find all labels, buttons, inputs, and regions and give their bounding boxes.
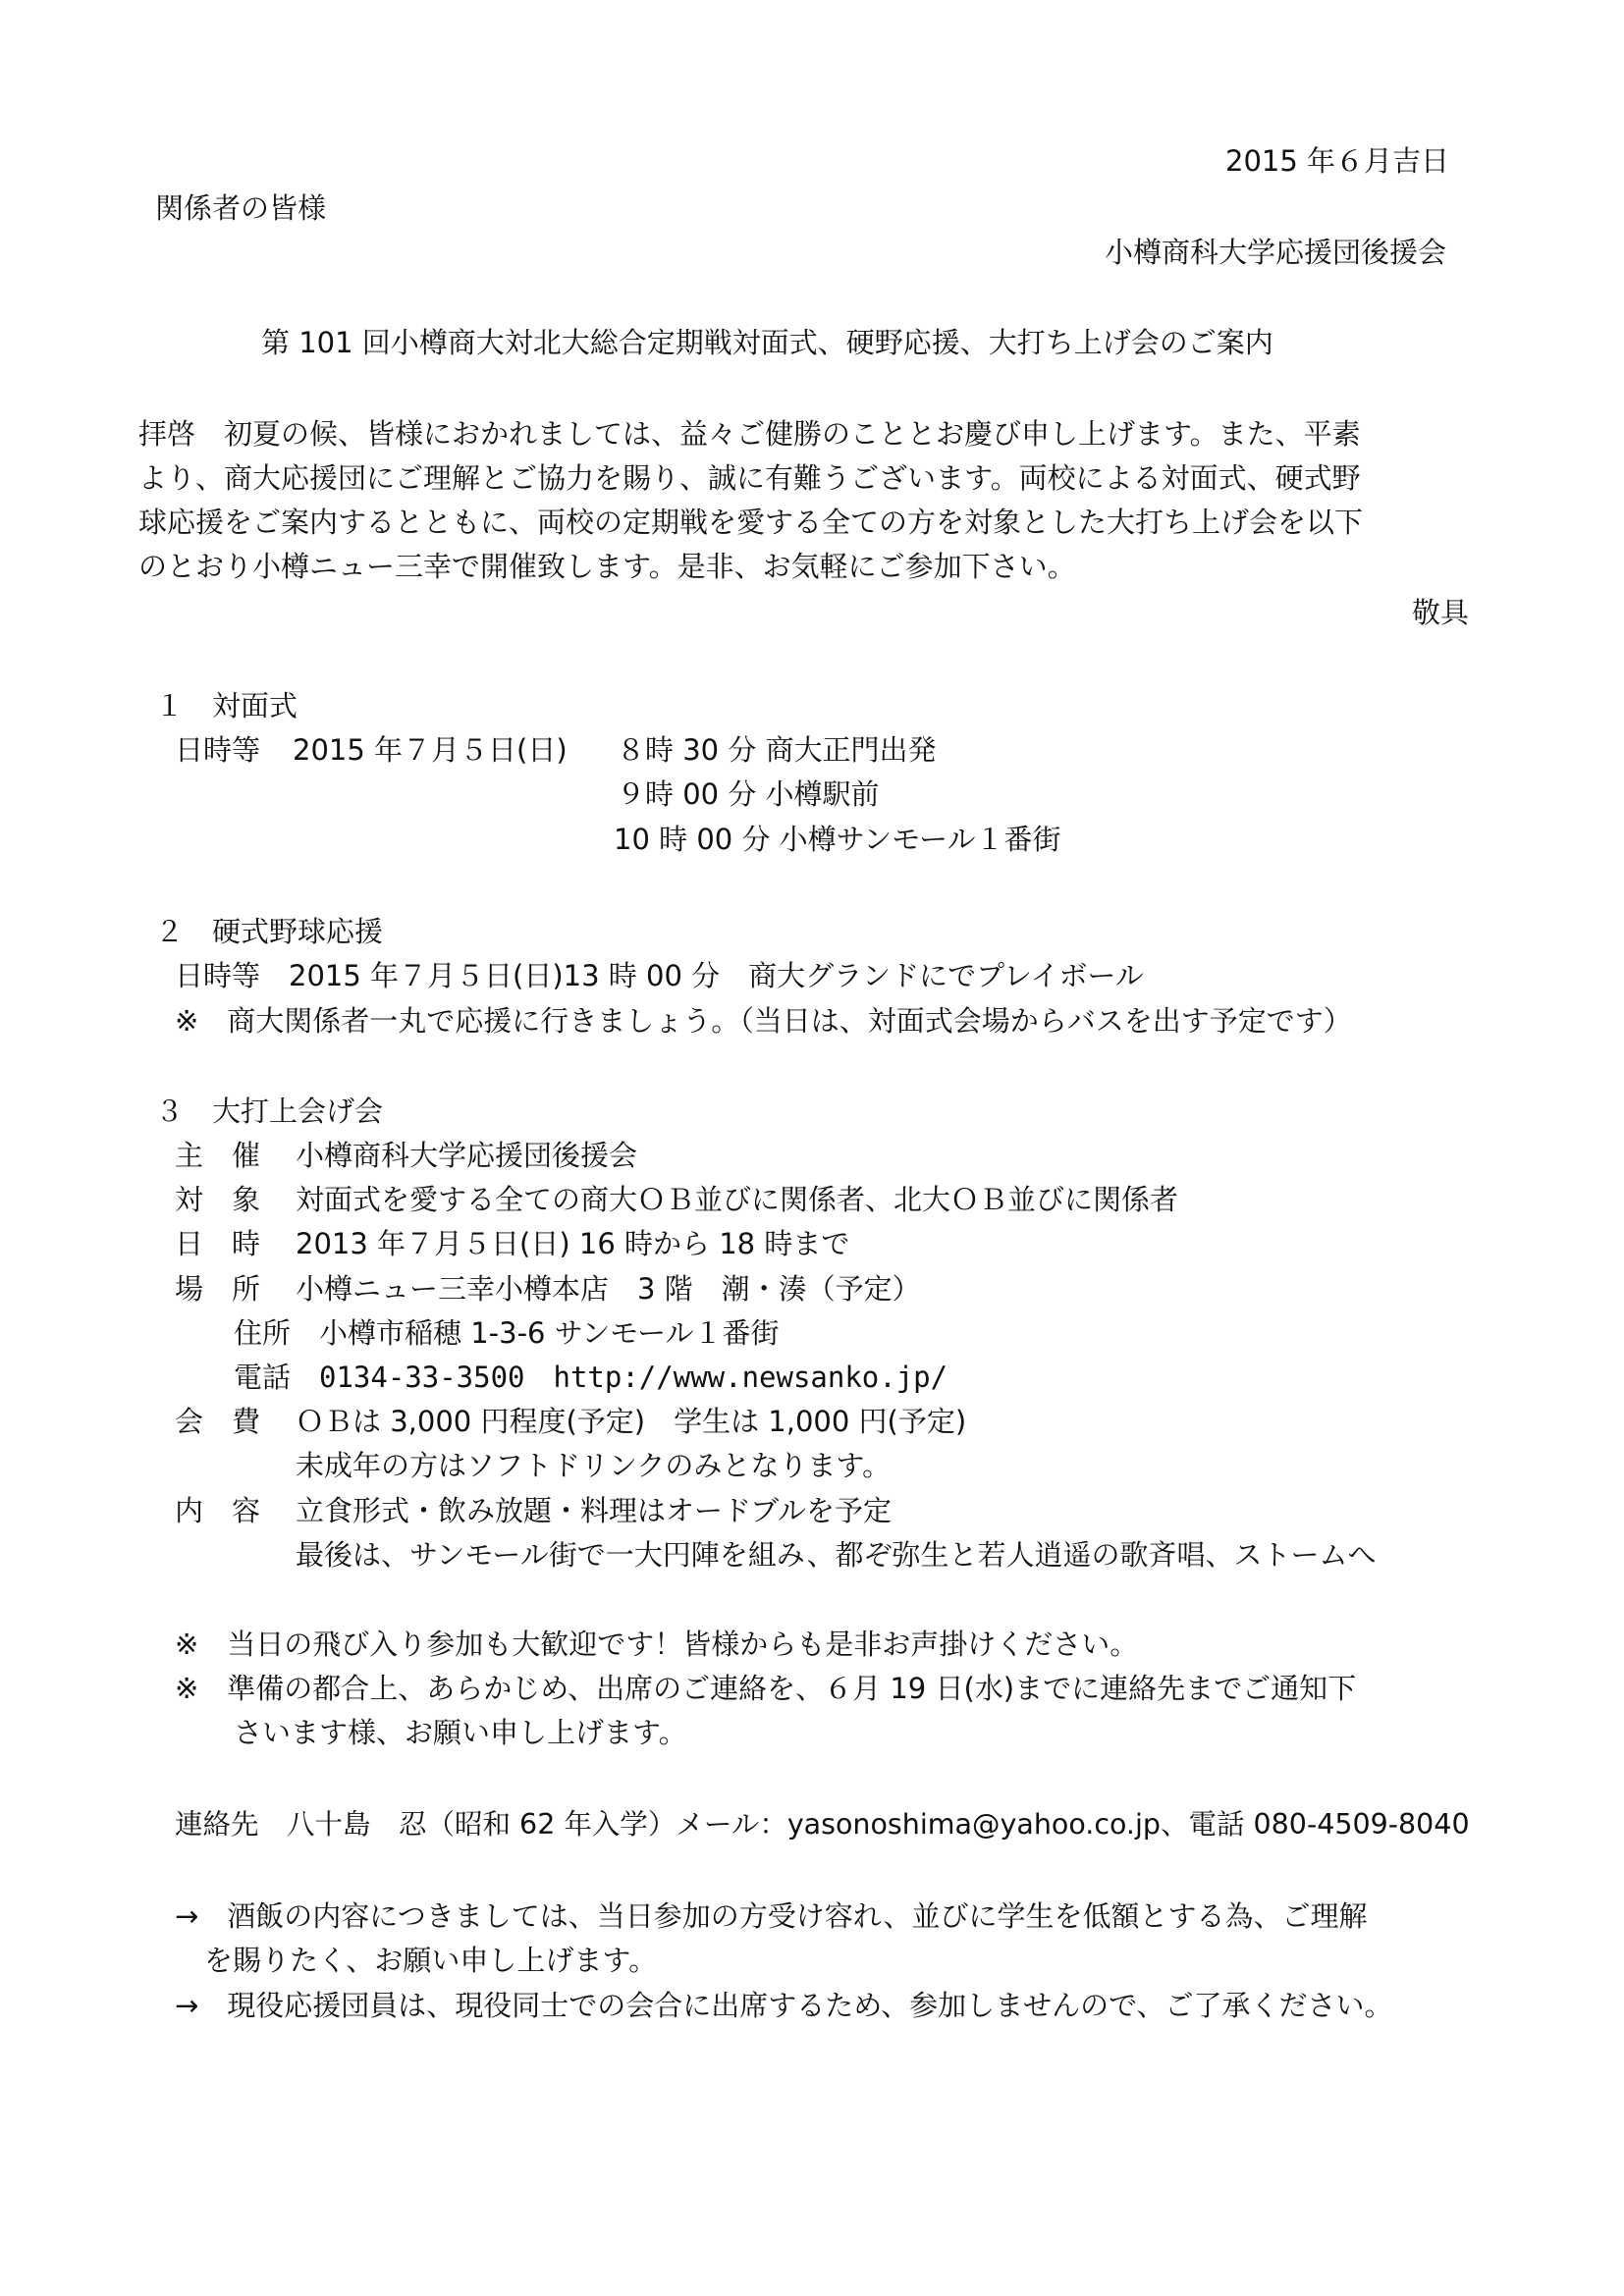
arrow-note-1-continued: を賜りたく、お願い申し上げます。 xyxy=(204,1944,658,1977)
host-value: 小樽商科大学応援団後援会 xyxy=(296,1139,638,1172)
greeting-line-4: のとおり小樽ニュー三幸で開催致します。是非、お気軽にご参加下さい。 xyxy=(138,550,1076,583)
target-value: 対面式を愛する全ての商大ＯＢ並びに関係者、北大ＯＢ並びに関係者 xyxy=(296,1183,1179,1216)
section1-label: 日時等 xyxy=(175,733,261,767)
fee-value: ＯＢは 3,000 円程度(予定) 学生は 1,000 円(予定) xyxy=(296,1405,967,1438)
section2-heading: ２ 硬式野球応援 xyxy=(155,915,384,948)
phone-line: 電話 0134-33-3500 http://www.newsanko.jp/ xyxy=(234,1361,948,1394)
contact-line: 連絡先 八十島 忍（昭和 62 年入学）メール：yasonoshima@yahoo.co.jp、電話 080-4509-8040 xyxy=(175,1808,1470,1841)
arrow-note-2: → 現役応援団員は、現役同士での会合に出席するため、参加しませんので、ご了承ください。 xyxy=(175,1989,1393,2022)
date-line: 2015 年６月吉日 xyxy=(1225,144,1450,178)
note-2: ※ 準備の都合上、あらかじめ、出席のご連絡を、６月 19 日(水)までに連絡先までご通知下 xyxy=(175,1672,1357,1705)
document-title: 第 101 回小樽商大対北大総合定期戦対面式、硬野応援、大打ち上げ会のご案内 xyxy=(261,326,1273,359)
section3-heading: ３ 大打上会げ会 xyxy=(155,1095,384,1128)
fee-note: 未成年の方はソフトドリンクのみとなります。 xyxy=(296,1449,892,1482)
content-value: 立食形式・飲み放題・料理はオードブルを予定 xyxy=(296,1494,892,1527)
section1-row-1: ８時 30 分 商大正門出発 xyxy=(617,733,937,767)
place-value: 小樽ニュー三幸小樽本店 3 階 潮・湊（予定） xyxy=(296,1272,921,1306)
section1-row-3: 10 時 00 分 小樽サンモール１番街 xyxy=(614,823,1061,856)
sender: 小樽商科大学応援団後援会 xyxy=(1105,236,1447,269)
section1-heading: １ 対面式 xyxy=(155,689,298,722)
host-label: 主 催 xyxy=(175,1139,261,1172)
address-line: 住所 小樽市稲穂 1-3-6 サンモール１番街 xyxy=(234,1316,780,1350)
section2-datetime: 日時等 2015 年７月５日(日)13 時 00 分 商大グランドにでプレイボール xyxy=(175,959,1144,992)
target-label: 対 象 xyxy=(175,1183,261,1216)
section2-note: ※ 商大関係者一丸で応援に行きましょう。（当日は、対面式会場からバスを出す予定です） xyxy=(175,1004,1352,1038)
addressee: 関係者の皆様 xyxy=(155,191,327,225)
content-note: 最後は、サンモール街で一大円陣を組み、都ぞ弥生と若人逍遥の歌斉唱、ストームへ xyxy=(296,1538,1377,1572)
place-label: 場 所 xyxy=(175,1272,261,1306)
section1-date: 2015 年７月５日(日) xyxy=(293,733,568,767)
fee-label: 会 費 xyxy=(175,1405,261,1438)
note-1: ※ 当日の飛び入り参加も大歓迎です！皆様からも是非お声掛けください。 xyxy=(175,1628,1139,1661)
greeting-line-2: より、商大応援団にご理解とご協力を賜り、誠に有難うございます。両校による対面式、硬式野 xyxy=(138,461,1361,495)
greeting-line-3: 球応援をご案内するとともに、両校の定期戦を愛する全ての方を対象とした大打ち上げ会を以下 xyxy=(138,506,1364,539)
section1-row-2: ９時 00 分 小樽駅前 xyxy=(617,777,880,811)
note-2-continued: さいます様、お願い申し上げます。 xyxy=(234,1716,687,1749)
closing: 敬具 xyxy=(1412,596,1470,629)
greeting-line-1: 拝啓 初夏の候、皆様におかれましては、益々ご健勝のこととお慶び申し上げます。また、平素 xyxy=(138,417,1361,451)
time-label: 日 時 xyxy=(175,1227,261,1260)
content-label: 内 容 xyxy=(175,1494,261,1527)
time-value: 2013 年７月５日(日) 16 時から 18 時まで xyxy=(296,1227,850,1260)
arrow-note-1: → 酒飯の内容につきましては、当日参加の方受け容れ、並びに学生を低額とする為、ご理解 xyxy=(175,1899,1368,1933)
